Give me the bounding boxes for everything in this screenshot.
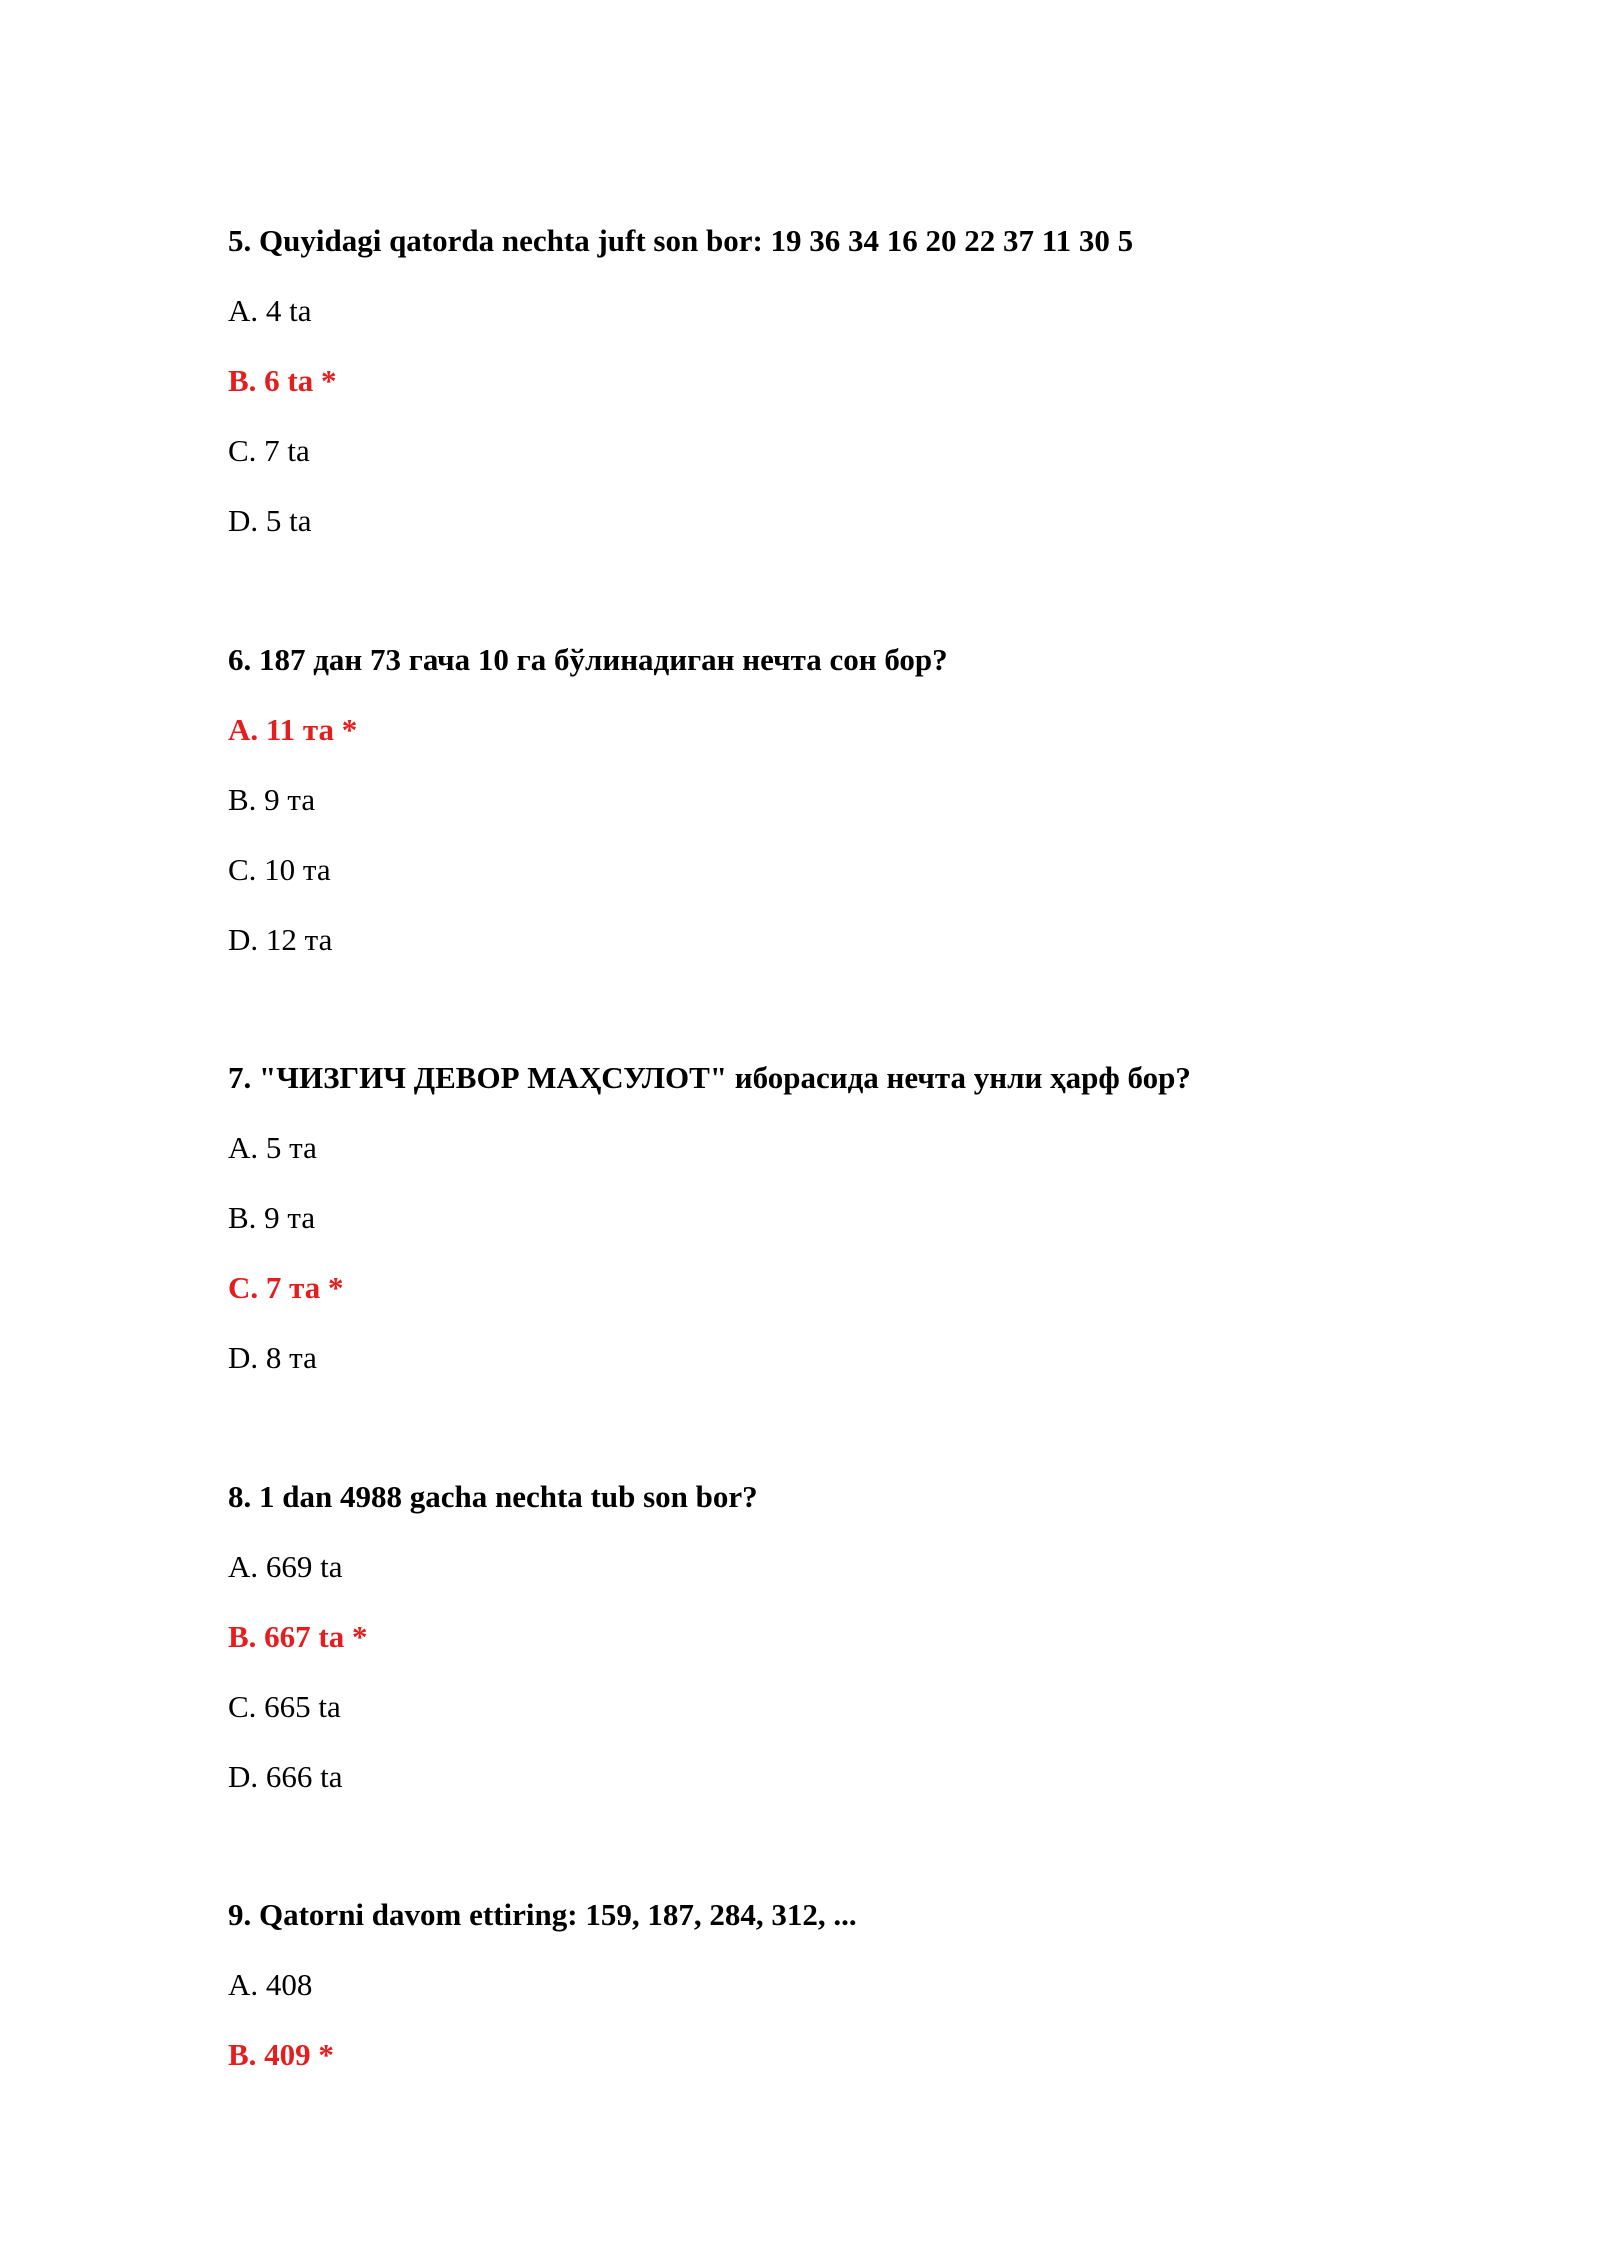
option-b: B. 9 та [228, 1200, 316, 1235]
question-7 [228, 1058, 1428, 1378]
option-a-correct: A. 11 та * [228, 712, 358, 747]
option-b: B. 9 та [228, 782, 316, 817]
option-c: C. 665 ta [228, 1689, 341, 1724]
option-c-correct: C. 7 та * [228, 1270, 344, 1305]
option-b-correct: B. 6 ta * [228, 363, 337, 398]
question-text: 5. Quyidagi qatorda nechta juft son bor: 19 36 34 16 20 22 37 11 30 5 [228, 223, 1134, 258]
question-9 [228, 1895, 1428, 2075]
option-b-correct: B. 667 ta * [228, 1619, 368, 1654]
question-5 [228, 221, 1428, 541]
option-d: D. 666 ta [228, 1759, 343, 1794]
option-d: D. 8 та [228, 1340, 317, 1375]
question-text: 9. Qatorni davom ettiring: 159, 187, 284, 312, ... [228, 1897, 857, 1932]
option-a: A. 669 ta [228, 1549, 343, 1584]
question-text: 8. 1 dan 4988 gacha nechta tub son bor? [228, 1479, 758, 1514]
option-a: A. 408 [228, 1967, 313, 2002]
question-text: 7. "ЧИЗГИЧ ДЕВОР МАҲСУЛОТ" иборасида нечта унли ҳарф бор? [228, 1060, 1191, 1095]
question-6 [228, 640, 1428, 960]
question-text: 6. 187 дан 73 гача 10 га бўлинадиган нечта сон бор? [228, 642, 948, 677]
option-a: A. 4 ta [228, 293, 312, 328]
option-d: D. 5 ta [228, 503, 312, 538]
option-a: A. 5 та [228, 1130, 317, 1165]
option-c: C. 10 та [228, 852, 331, 887]
option-b-correct: B. 409 * [228, 2037, 334, 2072]
question-8 [228, 1477, 1428, 1797]
option-d: D. 12 та [228, 922, 333, 957]
option-c: C. 7 ta [228, 433, 310, 468]
